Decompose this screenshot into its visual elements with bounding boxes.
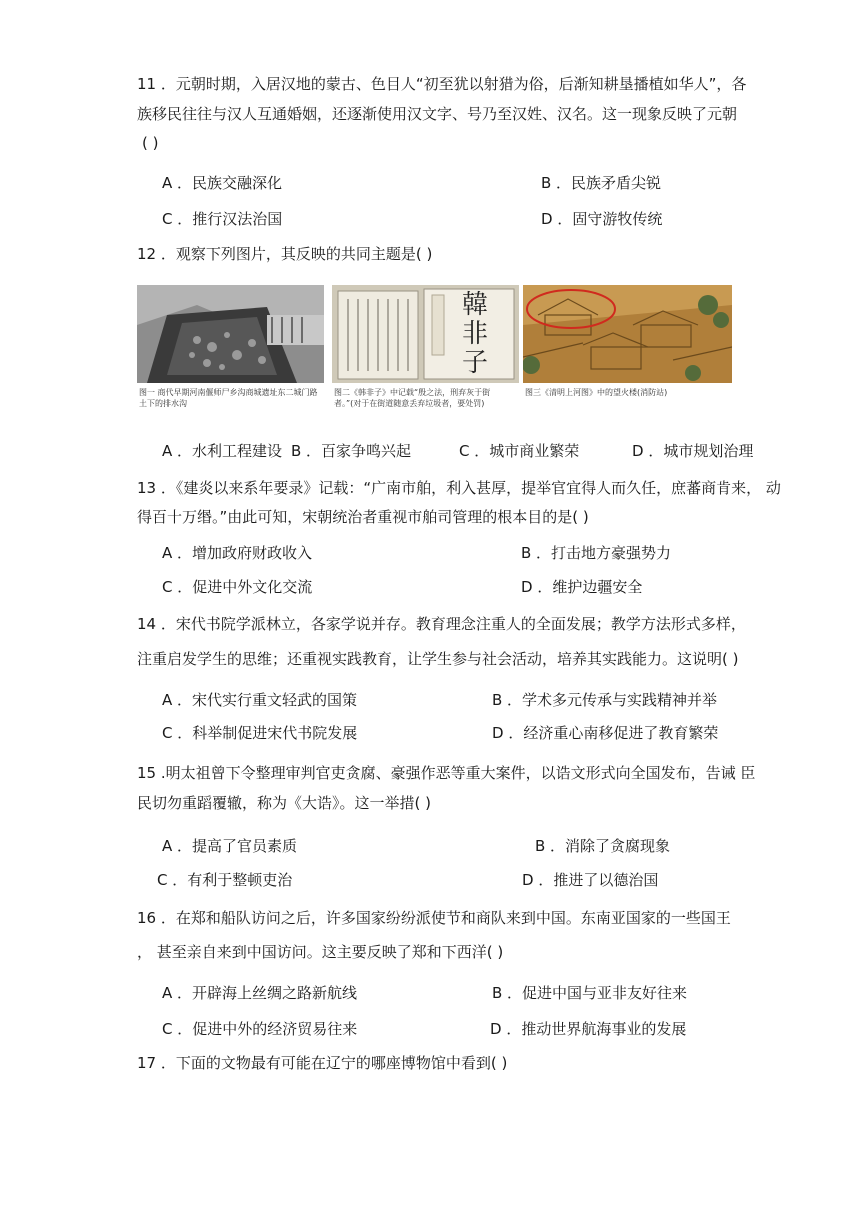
q12-option-d: D ．城市规划治理 bbox=[632, 442, 754, 460]
q13-stem-line1: 13 ．《建炎以来系年要录》记载：“广南市舶，利入甚厚，提举官宜得人而久任，庶蕃商肯来， 动 bbox=[137, 479, 781, 497]
q13-option-c: C ．促进中外文化交流 bbox=[162, 578, 313, 596]
q16-stem-line1: 16 ．在郑和船队访问之后，许多国家纷纷派使节和商队来到中国。东南亚国家的一些国王 bbox=[137, 909, 731, 927]
q12-figure-1 bbox=[137, 285, 324, 417]
q14-option-b: B ．学术多元传承与实践精神并举 bbox=[492, 691, 718, 709]
q13-option-b: B ．打击地方豪强势力 bbox=[521, 544, 672, 562]
q16-option-b: B ．促进中国与亚非友好往来 bbox=[492, 984, 688, 1002]
q17-stem-line1: 17 ．下面的文物最有可能在辽宁的哪座博物馆中看到( ) bbox=[137, 1054, 508, 1072]
q12-option-c: C ．城市商业繁荣 bbox=[459, 442, 580, 460]
q13-option-d: D ．维护边疆安全 bbox=[521, 578, 643, 596]
han-feizi-book-photo bbox=[332, 285, 519, 383]
q12-figure-1-caption: 图一 商代早期河南偃师尸乡沟商城遗址东二城门路土下的排水沟 bbox=[139, 388, 318, 408]
q15-option-b: B ．消除了贪腐现象 bbox=[535, 837, 671, 855]
q11-answer-blank: ( ) bbox=[142, 134, 159, 152]
han-feizi-title-calligraphy: 韓非子 bbox=[461, 290, 488, 378]
q11-stem-line2: 族移民往往与汉人互通婚姻，还逐渐使用汉文字、号乃至汉姓、汉名。这一现象反映了元朝 bbox=[137, 105, 738, 123]
q12-figure-2-caption: 图二《韩非子》中记载“殷之法，刑弃灰于街者。”(对于在街道随意丢弃垃圾者，要处罚) bbox=[334, 388, 491, 408]
q12-stem-line1: 12 ．观察下列图片，其反映的共同主题是( ) bbox=[137, 245, 433, 263]
q11-stem-line1: 11 ．元朝时期，入居汉地的蒙古、色目人“初至犹以射猎为俗，后渐知耕垦播植如华人”，各 bbox=[137, 75, 747, 93]
q15-option-c: C ．有利于整顿吏治 bbox=[157, 871, 293, 889]
q11-option-a: A ．民族交融深化 bbox=[162, 174, 283, 192]
q12-figure-strip bbox=[137, 285, 732, 417]
q16-stem-line2: ， 甚至亲自来到中国访问。这主要反映了郑和下西洋( ) bbox=[137, 943, 504, 961]
q12-figure-3-caption: 图三《清明上河图》中的望火楼(消防站) bbox=[525, 388, 668, 397]
qingming-painting-photo bbox=[523, 285, 732, 383]
q15-stem-line2: 民切勿重蹈覆辙，称为《大诰》。这一举措( ) bbox=[137, 794, 431, 812]
q16-option-d: D ．推动世界航海事业的发展 bbox=[490, 1020, 687, 1038]
q15-option-d: D ．推进了以德治国 bbox=[522, 871, 659, 889]
q14-option-a: A ．宋代实行重文轻武的国策 bbox=[162, 691, 358, 709]
q16-option-c: C ．促进中外的经济贸易往来 bbox=[162, 1020, 358, 1038]
q11-option-d: D ．固守游牧传统 bbox=[541, 210, 663, 228]
q11-option-c: C ．推行汉法治国 bbox=[162, 210, 283, 228]
q16-option-a: A ．开辟海上丝绸之路新航线 bbox=[162, 984, 358, 1002]
q11-option-b: B ．民族矛盾尖锐 bbox=[541, 174, 662, 192]
q12-figure-2 bbox=[332, 285, 519, 417]
q14-stem-line2: 注重启发学生的思维；还重视实践教育，让学生参与社会活动，培养其实践能力。这说明( ) bbox=[137, 650, 739, 668]
q15-option-a: A ．提高了官员素质 bbox=[162, 837, 298, 855]
q12-option-a: A ．水利工程建设 bbox=[162, 442, 283, 460]
q14-option-c: C ．科举制促进宋代书院发展 bbox=[162, 724, 358, 742]
q13-option-a: A ．增加政府财政收入 bbox=[162, 544, 313, 562]
q15-stem-line1: 15 .明太祖曾下令整理审判官吏贪腐、豪强作恶等重大案件，以诰文形式向全国发布，告诫 臣 bbox=[137, 764, 756, 782]
q14-option-d: D ．经济重心南移促进了教育繁荣 bbox=[492, 724, 719, 742]
drainage-ditch-photo bbox=[137, 285, 324, 383]
q12-option-b: B ．百家争鸣兴起 bbox=[291, 442, 412, 460]
q13-stem-line2: 得百十万缗。”由此可知，宋朝统治者重视市舶司管理的根本目的是( ) bbox=[137, 508, 589, 526]
q12-figure-3 bbox=[523, 285, 732, 417]
q14-stem-line1: 14 ．宋代书院学派林立，各家学说并存。教育理念注重人的全面发展；教学方法形式多样， bbox=[137, 615, 746, 633]
